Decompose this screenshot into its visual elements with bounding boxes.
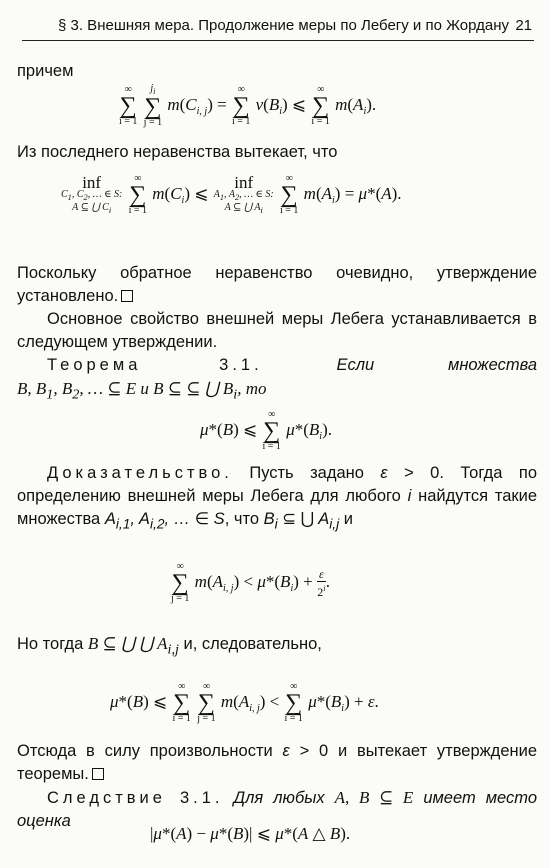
paragraph-from-last: Из последнего неравенства вытекает, что <box>17 143 338 161</box>
paragraph-hence: Отсюда в силу произвольности ε > 0 и вытекает утверждение теоремы. <box>17 742 537 783</box>
qed-box <box>121 290 133 302</box>
corollary-statement: Следствие 3.1. Для любых A, B ⊆ E имеет место оценка <box>17 788 538 830</box>
qed-box-2 <box>92 768 104 780</box>
formula-proof-2: μ*(B) ⩽ ∞ ∑ i = 1 ∞ ∑ j = 1 $m(A_{i, j})$ < ∞ ∑ i = 1 $\mu*(B_i) + \varepsilon$. <box>110 681 379 724</box>
formula-corollary: |μ*(A) − μ*(B)| ⩽ μ*(A △ B). <box>150 824 351 843</box>
formula-proof-1: ∞ ∑ j = 1 $m(A_{i, j}) < \mu*(B_i)$ + $\frac{\varepsilon}{2^i}$. <box>171 561 330 604</box>
paragraph-then: Но тогда B ⊆ ⋃ ⋃ $A_{i,j}$ и, следовательно, <box>17 634 322 658</box>
header-title: § 3. Внешняя мера. Продолжение меры по Лебегу и по Жордану <box>58 17 510 34</box>
formula-theorem: μ*(B) ⩽ ∞ ∑ i = 1 $\mu*(B_i)$. <box>200 409 332 452</box>
formula-2: inf $C_1$, $C_2$, … ∈ S: A ⊆ ⋃ $C_i$ ∞ ∑ i = 1 $m(C_i)$ ⩽ inf $A_1$, $A_2$, … ∈ S: A ⊆ ⋃ $A_i$ ∞ ∑ i = 1 $m(A_i) = \mu*(A)$. <box>61 173 402 216</box>
paragraph-prichem: причем <box>17 62 74 80</box>
running-header <box>22 14 534 41</box>
paragraph-main-property: Основное свойство внешней меры Лебега устанавливается в следующем утверждении. <box>17 310 537 351</box>
formula-1: ∞ ∑ i = 1 $j_i$ ∑ j = 1 $m(C_{i, j})$ = ∞ ∑ i = 1 $\nu(B_i)$ ⩽ ∞ ∑ i = 1 $m(A_i)$. <box>119 83 377 128</box>
proof-paragraph: Доказательство. Пусть задано ε > 0. Тогда по определению внешней меры Лебега для любого i найдутся такие множества $A_{i,1}$, $A_{i,2}$, … ∈ S, что $B_i$ ⊆ ⋃ $A_{i,j}$ и <box>17 464 537 532</box>
theorem-statement: Теорема 3.1. Если множества B, $B_1$, $B_2$, … ⊆ E и B ⊆ ⊆ ⋃ $B_i$, то <box>17 356 537 403</box>
paragraph-converse: Поскольку обратное неравенство очевидно, утверждение установлено. <box>17 264 537 305</box>
page-number: 21 <box>515 17 532 34</box>
